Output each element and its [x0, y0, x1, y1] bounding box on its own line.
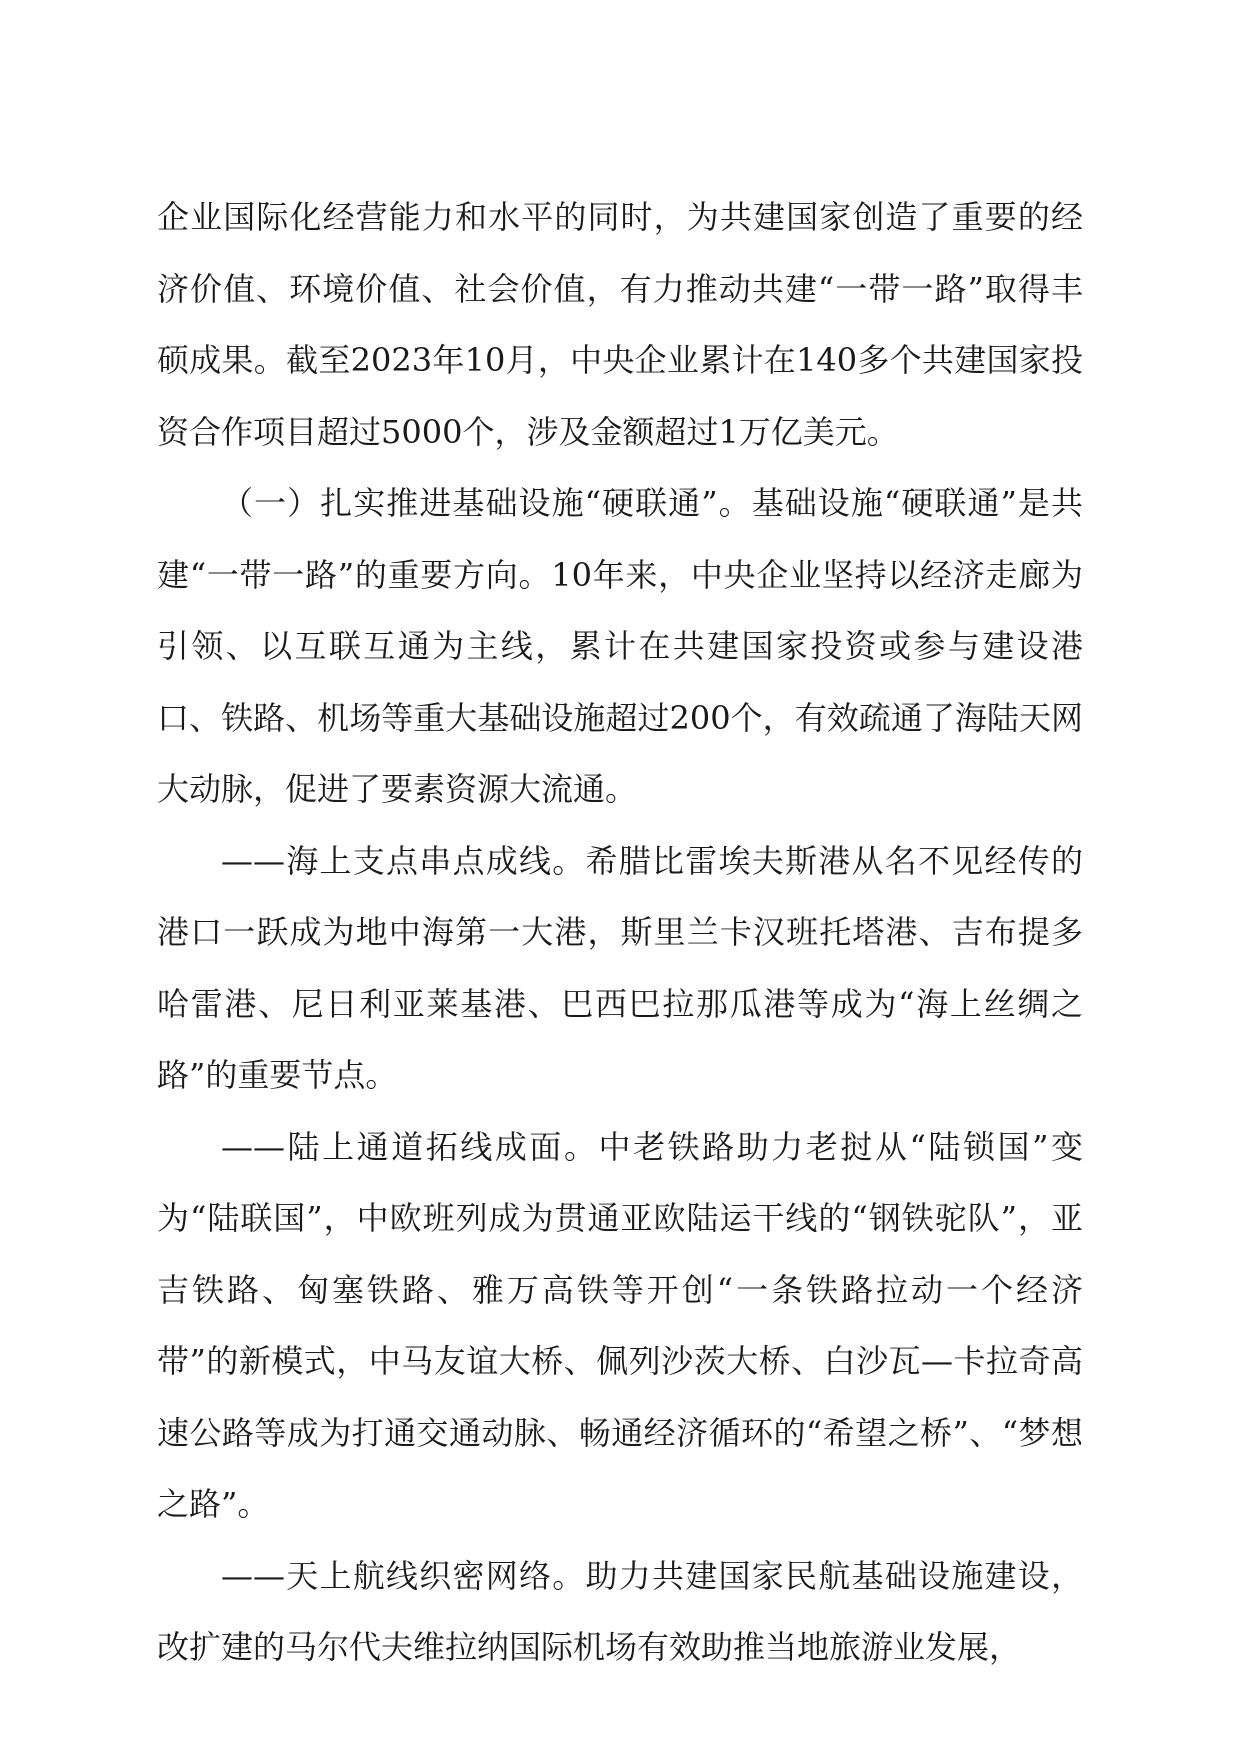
paragraph-1: 企业国际化经营能力和水平的同时，为共建国家创造了重要的经济价值、环境价值、社会价值，有力推动共建“一带一路”取得丰硕成果。截至2023年10月，中央企业累计在140多个共建国家投资合作项目超过5000个，涉及金额超过1万亿美元。 — [157, 198, 1083, 451]
body-text — [157, 182, 1083, 1684]
paragraph-3: ——海上支点串点成线。希腊比雷埃夫斯港从名不见经传的港口一跃成为地中海第一大港，斯里兰卡汉班托塔港、吉布提多哈雷港、尼日利亚莱基港、巴西巴拉那瓜港等成为“海上丝绸之路”的重要节点。 — [157, 841, 1083, 1094]
paragraph-2: （一）扎实推进基础设施“硬联通”。基础设施“硬联通”是共建“一带一路”的重要方向。10年来，中央企业坚持以经济走廊为引领、以互联互通为主线，累计在共建国家投资或参与建设港口、铁路、机场等重大基础设施超过200个，有效疏通了海陆天网大动脉，促进了要素资源大流通。 — [157, 484, 1083, 808]
paragraph-5: ——天上航线织密网络。助力共建国家民航基础设施建设，改扩建的马尔代夫维拉纳国际机场有效助推当地旅游业发展， — [157, 1556, 1083, 1666]
paragraph-4: ——陆上通道拓线成面。中老铁路助力老挝从“陆锁国”变为“陆联国”，中欧班列成为贯通亚欧陆运干线的“钢铁驼队”，亚吉铁路、匈塞铁路、雅万高铁等开创“一条铁路拉动一个经济带”的新模式，中马友谊大桥、佩列沙茨大桥、白沙瓦—卡拉奇高速公路等成为打通交通动脉、畅通经济循环的“希望之桥”、“梦想之路”。 — [157, 1127, 1083, 1523]
